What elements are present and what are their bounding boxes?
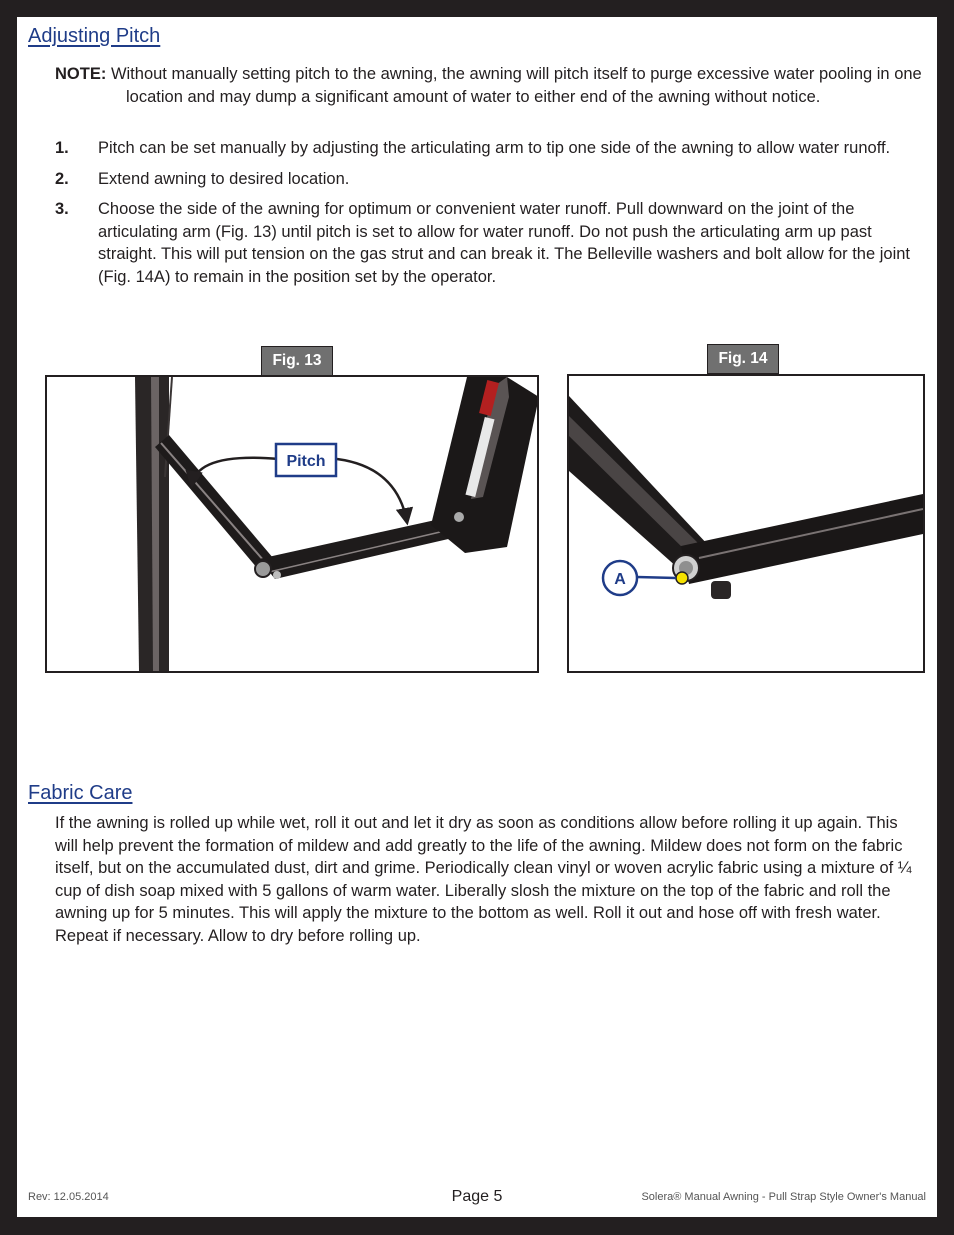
steps-list [55,137,927,296]
step-text: Extend awning to desired location. [98,169,350,188]
fig14-label: Fig. 14 [707,344,779,374]
footer-manual-title: Solera® Manual Awning - Pull Strap Style Owner's Manual [641,1191,926,1203]
step-number: 3. [55,200,69,218]
fig13-illustration [47,377,537,671]
note-paragraph [55,63,954,108]
step-item [55,198,927,288]
step-number: 2. [55,169,69,188]
fig13-label: Fig. 13 [261,346,333,376]
section-heading-adjusting-pitch: Adjusting Pitch [28,25,161,47]
fig13-photo [45,375,539,673]
note-label: NOTE: [55,65,107,83]
fig13-callout-pitch: Pitch [286,453,326,470]
bolt-highlight-dot [676,572,688,584]
step-text: Choose the side of the awning for optimum or convenient water runoff. Pull downward on the joint of the articulating arm (Fig. 13) until pitch is set to allow for water runoff. Do not push the articulating arm up past straight. This will put tension on the gas strut and can break it. The Belleville washers and bolt allow for the joint (Fig. 14A) to remain in the position set by the operator. [98,200,910,286]
fabric-care-paragraph: If the awning is rolled up while wet, roll it out and let it dry as soon as conditions allow before rolling it up again. This will help prevent the formation of mildew and add greatly to the life of the awning. Mildew does not form on the fabric itself, but on the accumulated dust, dirt and grime. Periodically clean vinyl or woven acrylic fabric using a mixture of ¼ cup of dish soap mixed with 5 gallons of warm water. Liberally slosh the mixture on the top of the fabric and roll the awning up for 5 minutes. This will apply the mixture to the bottom as well. Roll it out and hose off with fresh water. Repeat if necessary. Allow to dry before rolling up. [55,814,912,945]
note-text: Without manually setting pitch to the awning, the awning will pitch itself to purge excessive water pooling in one location and may dump a significant amount of water to either end of the awning without notice. [110,65,922,106]
step-item [55,168,927,191]
step-text: Pitch can be set manually by adjusting the articulating arm to tip one side of the awning to allow water runoff. [98,139,891,157]
footer-revision: Rev: 12.05.2014 [28,1191,109,1203]
page-number: Page 5 [451,1188,503,1205]
manual-page [17,17,937,1217]
section-heading-fabric-care: Fabric Care [28,782,133,804]
fig14-illustration [569,376,923,671]
step-item [55,137,927,160]
step-number: 1. [55,139,69,157]
fig14-photo [567,374,925,673]
fig14-callout-a: A [614,571,626,588]
